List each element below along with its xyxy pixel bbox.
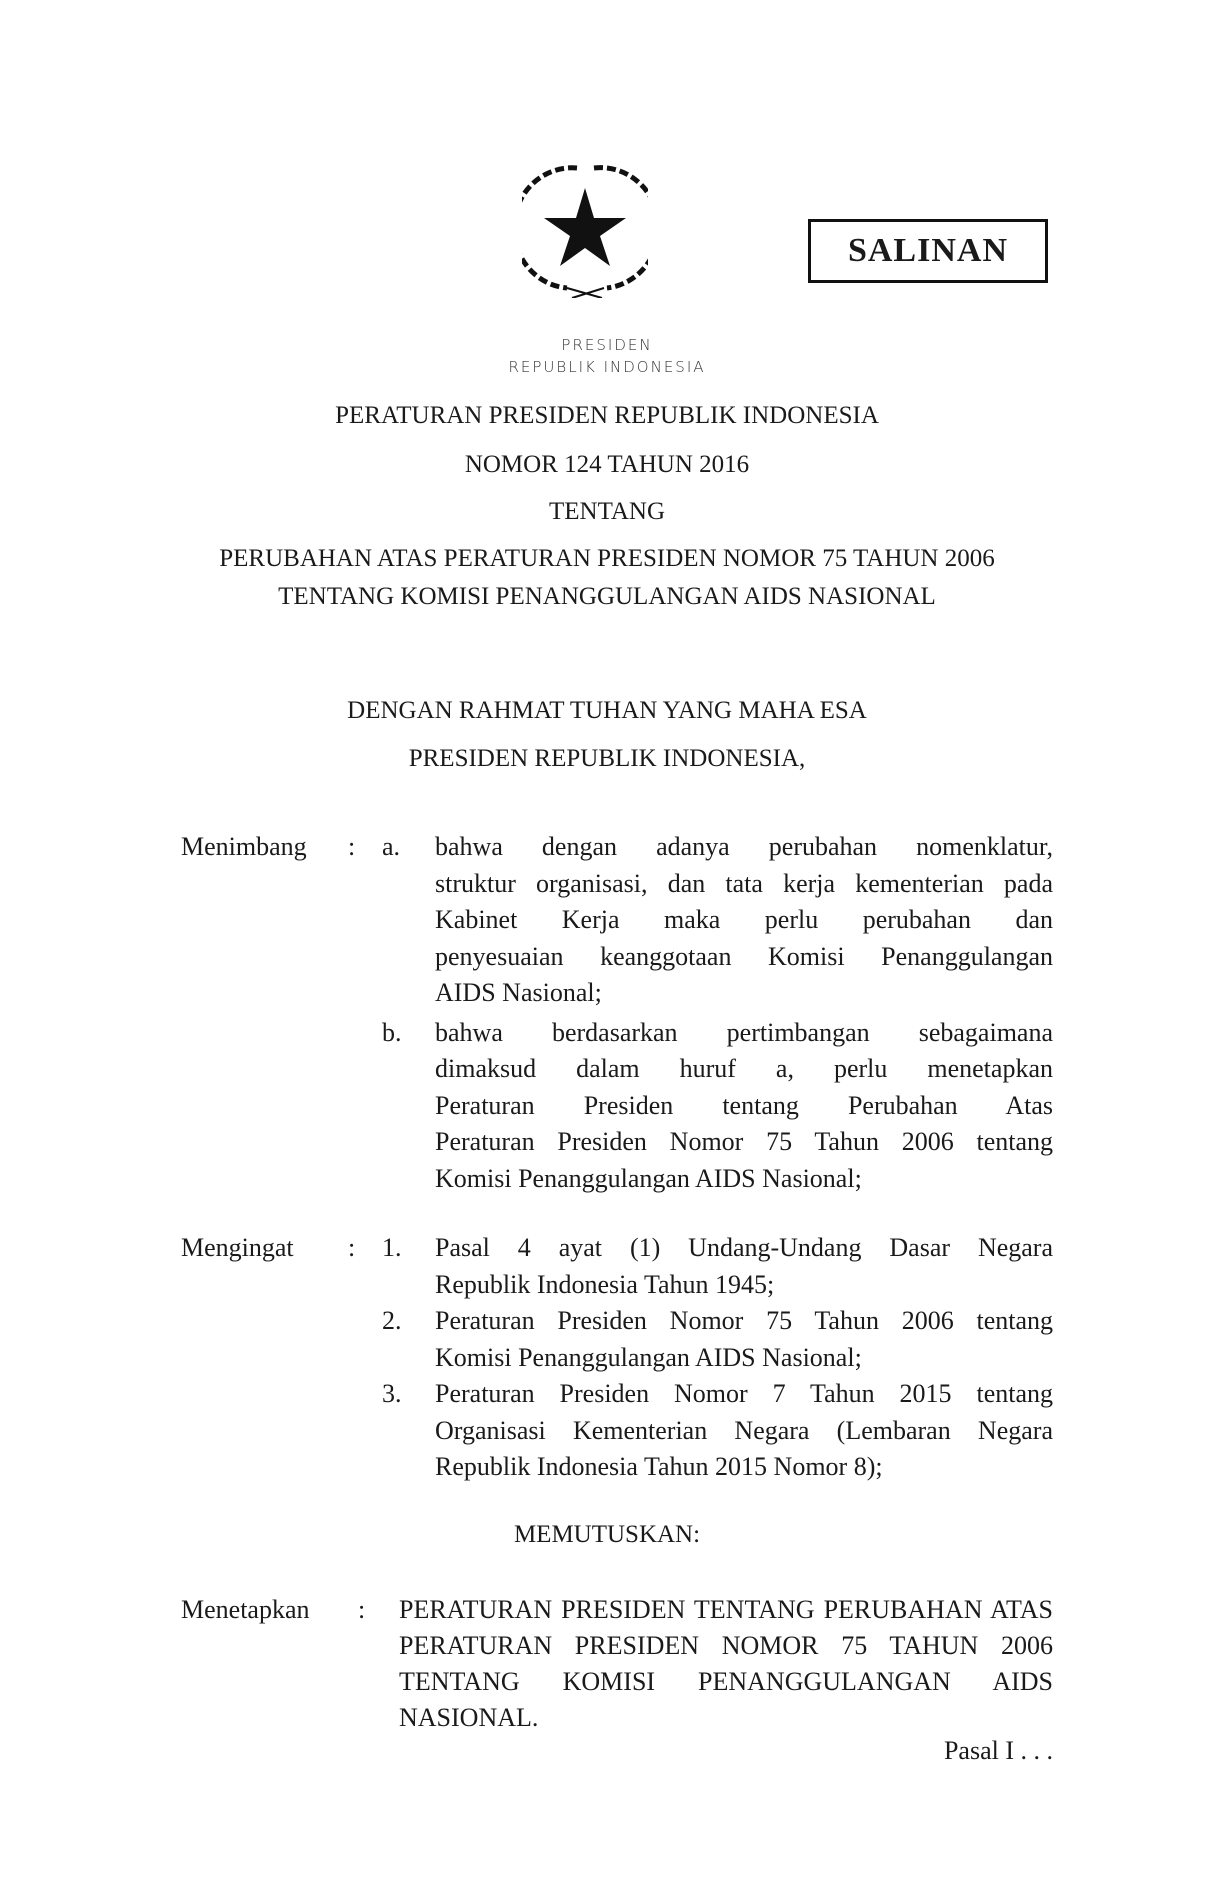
list-item-line: dimaksud dalam huruf a, perlu menetapkan [435,1054,1053,1083]
list-item-line: AIDS Nasional; [435,978,602,1007]
list-item-line: Peraturan Presiden tentang Perubahan Atas [435,1090,1053,1120]
list-item-line: struktur organisasi, dan tata kerja kementerian pada [435,868,1053,898]
list-item-line: Organisasi Kementerian Negara (Lembaran Negara [435,1415,1053,1445]
title-line-1: PERATURAN PRESIDEN REPUBLIK INDONESIA [335,402,879,429]
list-item-line: penyesuaian keanggotaan Komisi Penanggulangan [435,941,1053,971]
list-item-line: Peraturan Presiden Nomor 7 Tahun 2015 tentang [435,1379,1053,1408]
emblem-label-republik: REPUBLIK INDONESIA [508,358,706,376]
menetapkan-line: PERATURAN PRESIDEN TENTANG PERUBAHAN ATAS [399,1595,1053,1624]
presidential-emblem [522,160,648,298]
list-marker: b. [382,1017,402,1047]
list-item-line: bahwa dengan adanya perubahan nomenklatur, [435,832,1053,861]
title-line-5: TENTANG KOMISI PENANGGULANGAN AIDS NASIONAL [278,583,936,610]
mengingat-label: Mengingat [181,1233,294,1262]
menetapkan-line: TENTANG KOMISI PENANGGULANGAN AIDS [399,1667,1053,1696]
menimbang-label: Menimbang [181,832,307,861]
title-line-2: NOMOR 124 TAHUN 2016 [464,451,750,478]
preamble-line-2: PRESIDEN REPUBLIK INDONESIA, [408,745,806,772]
mengingat-colon: : [348,1233,356,1262]
list-marker: 2. [382,1306,402,1335]
menetapkan-label: Menetapkan [181,1595,310,1624]
list-item-line: Republik Indonesia Tahun 1945; [435,1269,775,1299]
salinan-stamp: SALINAN [808,219,1048,283]
list-marker: 1. [382,1233,402,1262]
title-line-4: PERUBAHAN ATAS PERATURAN PRESIDEN NOMOR 75 TAHUN 2006 [219,545,995,572]
emblem-label-presiden: PRESIDEN [561,336,653,354]
menetapkan-line: PERATURAN PRESIDEN NOMOR 75 TAHUN 2006 [399,1631,1053,1660]
list-item-line: Komisi Penanggulangan AIDS Nasional; [435,1342,862,1372]
preamble-line-1: DENGAN RAHMAT TUHAN YANG MAHA ESA [347,697,867,724]
list-marker: a. [382,832,401,861]
memutuskan-heading: MEMUTUSKAN: [513,1521,701,1548]
menetapkan-line: NASIONAL. [399,1703,539,1732]
next-page-reference: Pasal I . . . [943,1736,1053,1765]
list-marker: 3. [382,1379,402,1408]
menetapkan-colon: : [358,1595,366,1624]
list-item-line: Komisi Penanggulangan AIDS Nasional; [435,1163,862,1193]
title-line-3: TENTANG [548,498,666,525]
menimbang-colon: : [348,832,356,861]
list-item-line: Peraturan Presiden Nomor 75 Tahun 2006 tentang [435,1127,1053,1156]
list-item-line: Pasal 4 ayat (1) Undang-Undang Dasar Negara [435,1233,1053,1262]
list-item-line: Peraturan Presiden Nomor 75 Tahun 2006 tentang [435,1306,1053,1335]
list-item-line: Kabinet Kerja maka perlu perubahan dan [435,905,1053,934]
list-item-line: Republik Indonesia Tahun 2015 Nomor 8); [435,1452,883,1481]
list-item-line: bahwa berdasarkan pertimbangan sebagaimana [435,1017,1053,1047]
